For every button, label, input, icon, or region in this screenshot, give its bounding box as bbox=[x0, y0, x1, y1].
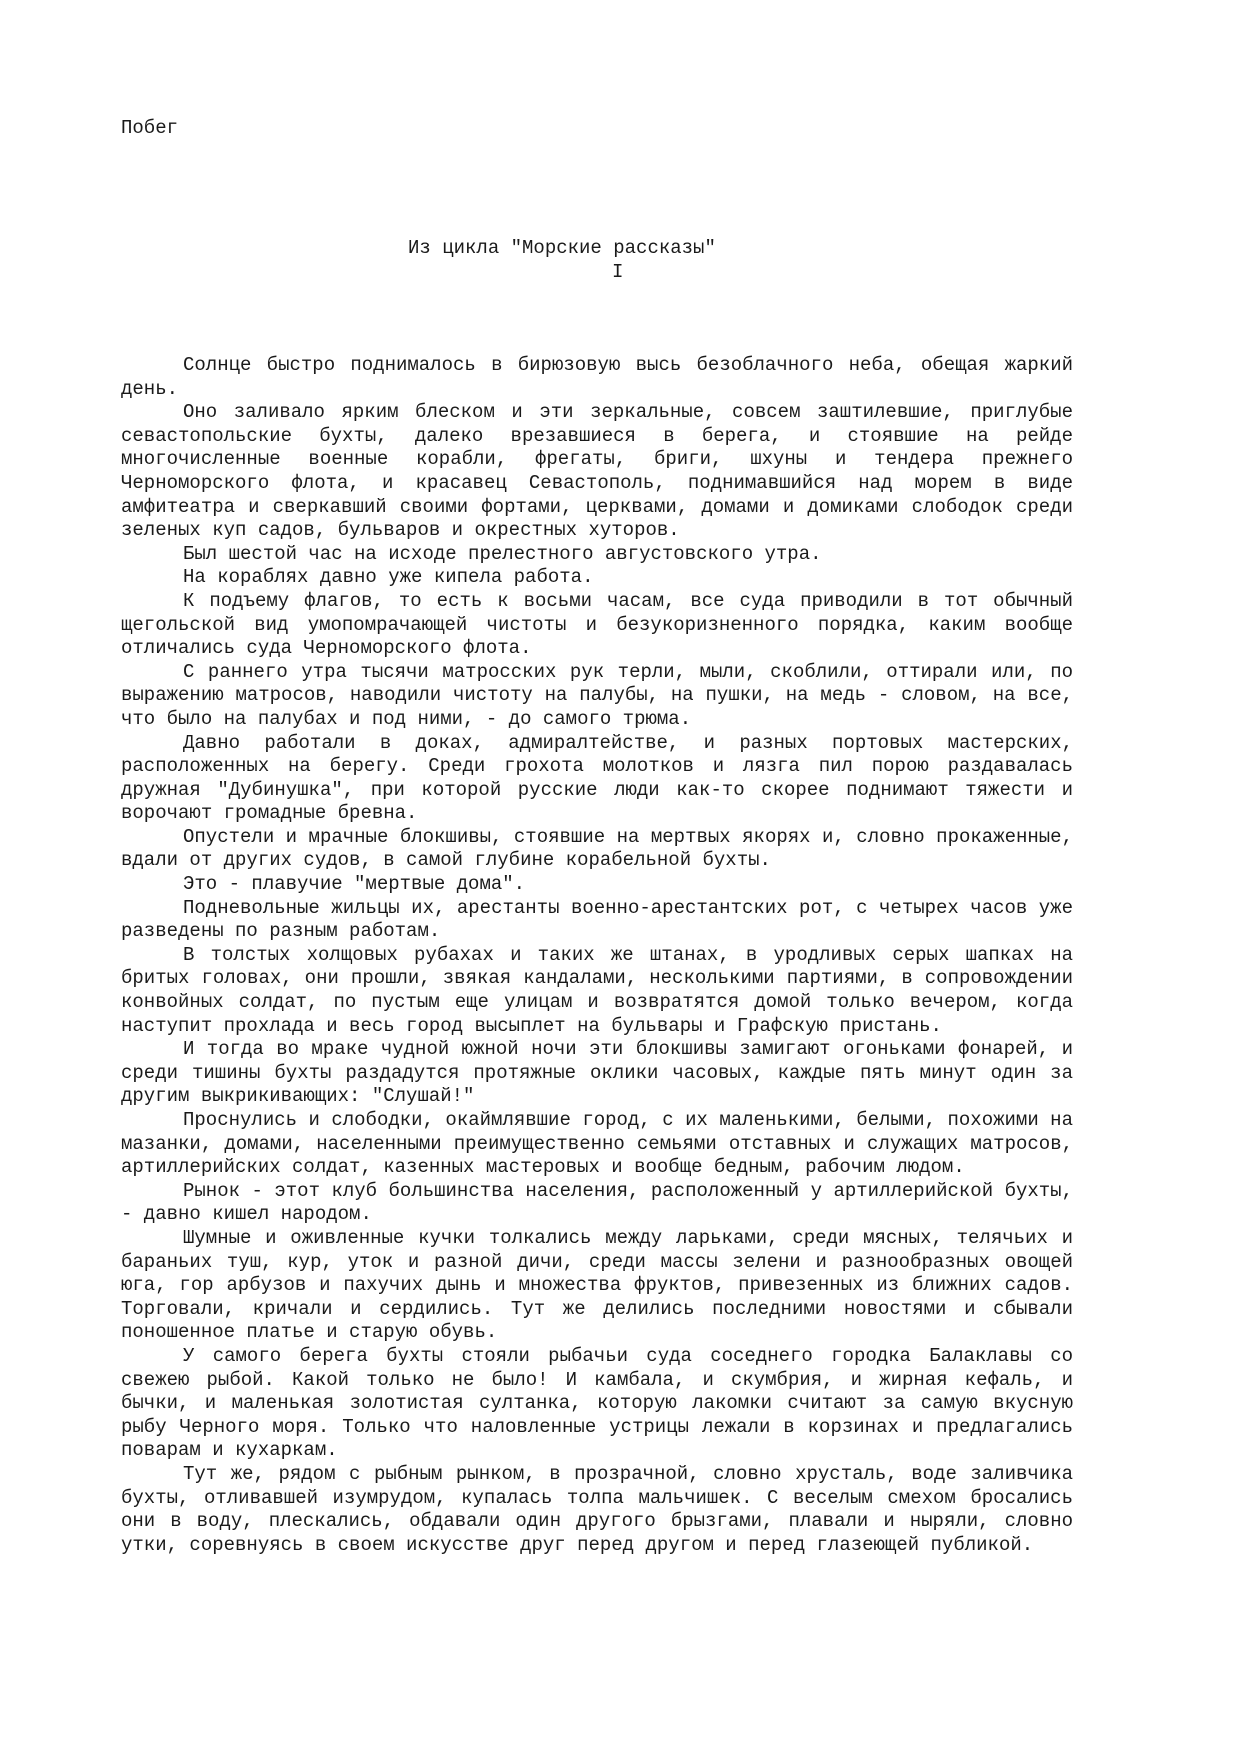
document-title: Побег bbox=[121, 117, 179, 139]
paragraph: На кораблях давно уже кипела работа. bbox=[183, 566, 594, 589]
cycle-title: Из цикла "Морские рассказы" bbox=[408, 237, 716, 259]
body-text bbox=[121, 354, 1073, 1557]
paragraph: Тут же, рядом с рыбным рынком, в прозрачной, словно хрусталь, воде заливчика бухты, отливавшей изумрудом, купалась толпа мальчишек. С веселым смехом бросались они в воду, плескались, обдавали один другого брызгами, плавали и ныряли, словно утки, соревнуясь в своем искусстве друг перед другом и перед глазеющей публикой. bbox=[121, 1462, 1073, 1556]
paragraph: Подневольные жильцы их, арестанты военно-арестантских рот, с четырех часов уже разведены по разным работам. bbox=[121, 896, 1073, 943]
paragraph: У самого берега бухты стояли рыбачьи суда соседнего городка Балаклавы со свежею рыбой. Какой только не было! И камбала, и скумбрия, и жирная кефаль, и бычки, и маленькая золотистая султанка, которую лакомки считают за самую вкусную рыбу Черного моря. Только что наловленные устрицы лежали в корзинах и предлагались поварам и кухаркам. bbox=[121, 1344, 1073, 1462]
chapter-number: I bbox=[612, 261, 624, 283]
paragraph: Это - плавучие "мертвые дома". bbox=[183, 873, 526, 896]
paragraph: Шумные и оживленные кучки толкались между ларьками, среди мясных, телячьих и бараньих туш, кур, уток и разной дичи, среди массы зелени и разнообразных овощей юга, гор арбузов и пахучих дынь и множества фруктов, привезенных из ближних садов. Торговали, кричали и сердились. Тут же делились последними новостями и сбывали поношенное платье и старую обувь. bbox=[121, 1226, 1073, 1344]
paragraph: Проснулись и слободки, окаймлявшие город, с их маленькими, белыми, похожими на мазанки, домами, населенными преимущественно семьями отставных и служащих матросов, артиллерийских солдат, казенных мастеровых и вообще бедным, рабочим людом. bbox=[121, 1109, 1073, 1179]
paragraph: Давно работали в доках, адмиралтействе, и разных портовых мастерских, расположенных на берегу. Среди грохота молотков и лязга пил порою раздавалась дружная "Дубинушка", при которой русские люди как-то скорее поднимают тяжести и ворочают громадные бревна. bbox=[121, 731, 1073, 825]
paragraph: Оно заливало ярким блеском и эти зеркальные, совсем заштилевшие, приглубые севастопольские бухты, далеко врезавшиеся в берега, и стоявшие на рейде многочисленные военные корабли, фрегаты, бриги, шхуны и тендера прежнего Черноморского флота, и красавец Севастополь, поднимавшийся над морем в виде амфитеатра и сверкавший своими фортами, церквами, домами и домиками слободок среди зеленых куп садов, бульваров и окрестных хуторов. bbox=[121, 401, 1073, 542]
paragraph: С раннего утра тысячи матросских рук терли, мыли, скоблили, оттирали или, по выражению матросов, наводили чистоту на палубы, на пушки, на медь - словом, на все, что было на палубах и под ними, - до самого трюма. bbox=[121, 660, 1073, 730]
paragraph: Рынок - этот клуб большинства населения, расположенный у артиллерийской бухты, - давно кишел народом. bbox=[121, 1179, 1073, 1226]
paragraph: В толстых холщовых рубахах и таких же штанах, в уродливых серых шапках на бритых головах, они прошли, звякая кандалами, несколькими партиями, в сопровождении конвойных солдат, по пустым еще улицам и возвратятся домой только вечером, когда наступит прохлада и весь город высыплет на бульвары и Графскую пристань. bbox=[121, 943, 1073, 1037]
paragraph: К подъему флагов, то есть к восьми часам, все суда приводили в тот обычный щегольской вид умопомрачающей чистоты и безукоризненного порядка, каким вообще отличались суда Черноморского флота. bbox=[121, 589, 1073, 660]
paragraph: И тогда во мраке чудной южной ночи эти блокшивы замигают огоньками фонарей, и среди тишины бухты раздадутся протяжные оклики часовых, каждые пять минут один за другим выкрикивающих: "Слушай!" bbox=[121, 1038, 1073, 1108]
paragraph: Солнце быстро поднималось в бирюзовую высь безоблачного неба, обещая жаркий день. bbox=[121, 354, 1073, 400]
paragraph: Был шестой час на исходе прелестного августовского утра. bbox=[183, 542, 822, 565]
paragraph: Опустели и мрачные блокшивы, стоявшие на мертвых якорях и, словно прокаженные, вдали от других судов, в самой глубине корабельной бухты. bbox=[121, 825, 1073, 872]
